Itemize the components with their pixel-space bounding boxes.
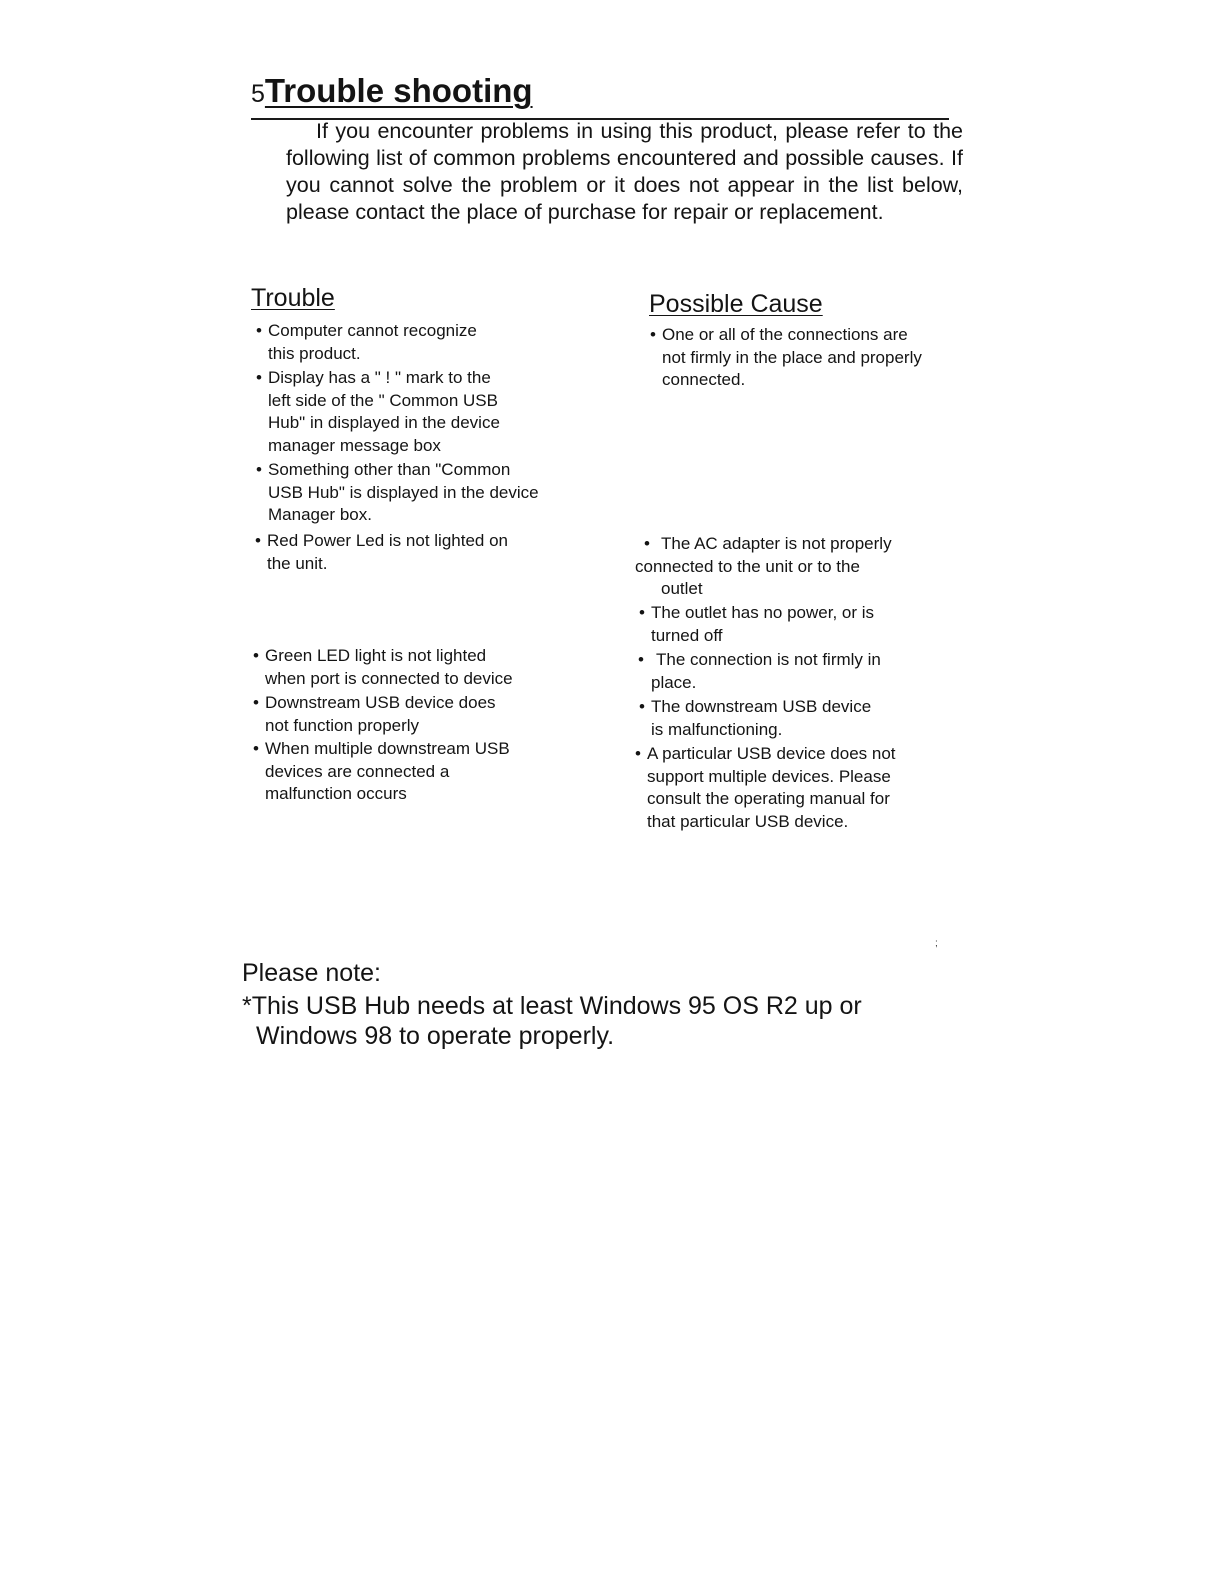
- bullet-icon: •: [644, 534, 650, 553]
- intro-paragraph: If you encounter problems in using this product, please refer to the following list of common problems encountered and possible causes. If you cannot solve the problem or it does not appear in the list below, please contact the place of purchase for repair or replacement.: [286, 119, 963, 224]
- cause-item-2: [635, 533, 892, 601]
- trouble-line: when port is connected to device: [265, 668, 513, 688]
- section-number: 5: [251, 80, 265, 108]
- trouble-line: devices are connected a: [265, 761, 450, 781]
- trouble-item-6: [253, 692, 496, 737]
- trouble-line: Hub" in displayed in the device: [268, 413, 500, 432]
- cause-item-3: [639, 602, 875, 647]
- note-label: Please note:: [242, 959, 381, 987]
- trouble-line: this product.: [268, 343, 361, 363]
- note-line-2: Windows 98 to operate properly.: [256, 1022, 615, 1050]
- cause-line: One or all of the connections are: [662, 325, 908, 344]
- bullet-icon: •: [253, 693, 259, 712]
- cause-line: turned off: [651, 625, 723, 645]
- trouble-line: the unit.: [267, 553, 328, 573]
- trouble-item-4: [255, 530, 508, 575]
- cause-line: that particular USB device.: [647, 811, 849, 831]
- bullet-icon: •: [635, 744, 641, 763]
- trouble-line: Computer cannot recognize: [268, 321, 477, 340]
- trouble-line: When multiple downstream USB: [265, 739, 510, 758]
- cause-line: support multiple devices. Please: [647, 766, 891, 786]
- trouble-line: Downstream USB device does: [265, 693, 496, 712]
- bullet-icon: •: [256, 321, 262, 340]
- cause-item-6: [635, 743, 896, 833]
- cause-line: is malfunctioning.: [651, 719, 783, 739]
- trouble-item-3: [256, 459, 539, 527]
- cause-item-5: [639, 696, 872, 741]
- cause-item-4: [638, 649, 881, 694]
- trouble-line: manager message box: [268, 435, 441, 455]
- bullet-icon: •: [255, 531, 261, 550]
- cause-line: A particular USB device does not: [647, 744, 896, 763]
- trouble-line: not function properly: [265, 715, 420, 735]
- note-block: [242, 958, 962, 1051]
- trouble-item-7: [253, 738, 510, 806]
- bullet-icon: •: [638, 650, 644, 669]
- cause-line: consult the operating manual for: [647, 789, 890, 808]
- bullet-icon: •: [256, 460, 262, 479]
- section-title: Trouble shooting: [264, 72, 533, 109]
- trouble-line: USB Hub" is displayed in the device: [268, 482, 539, 502]
- trouble-line: Display has a " ! " mark to the: [268, 368, 491, 387]
- cause-line: connected.: [662, 370, 746, 389]
- trouble-line: Something other than "Common: [268, 460, 511, 479]
- scan-speck: ;: [935, 938, 938, 949]
- cause-item-1: [650, 324, 922, 392]
- bullet-icon: •: [650, 325, 656, 344]
- cause-line: The outlet has no power, or is: [651, 603, 875, 622]
- trouble-line: left side of the " Common USB: [268, 390, 498, 410]
- trouble-line: Manager box.: [268, 505, 372, 524]
- note-line-1: *This USB Hub needs at least Windows 95 OS R2 up or: [242, 992, 862, 1020]
- section-heading: [251, 72, 949, 120]
- trouble-item-5: [253, 645, 513, 690]
- cause-column-header: Possible Cause: [649, 290, 823, 318]
- cause-line: The connection is not firmly in: [656, 650, 881, 669]
- cause-line: not firmly in the place and properly: [662, 347, 922, 367]
- bullet-icon: •: [253, 646, 259, 665]
- trouble-line: malfunction occurs: [265, 784, 407, 803]
- trouble-column-header: Trouble: [251, 284, 335, 312]
- cause-line: The downstream USB device: [651, 697, 872, 716]
- cause-line: outlet: [661, 579, 703, 598]
- bullet-icon: •: [256, 368, 262, 387]
- trouble-item-2: [256, 367, 500, 457]
- trouble-line: Red Power Led is not lighted on: [267, 531, 508, 550]
- trouble-line: Green LED light is not lighted: [265, 646, 487, 665]
- bullet-icon: •: [253, 739, 259, 758]
- bullet-icon: •: [639, 603, 645, 622]
- cause-line: place.: [651, 672, 697, 692]
- cause-line: The AC adapter is not properly: [661, 534, 892, 553]
- bullet-icon: •: [639, 697, 645, 716]
- cause-line: connected to the unit or to the: [635, 556, 860, 576]
- trouble-item-1: [256, 320, 477, 365]
